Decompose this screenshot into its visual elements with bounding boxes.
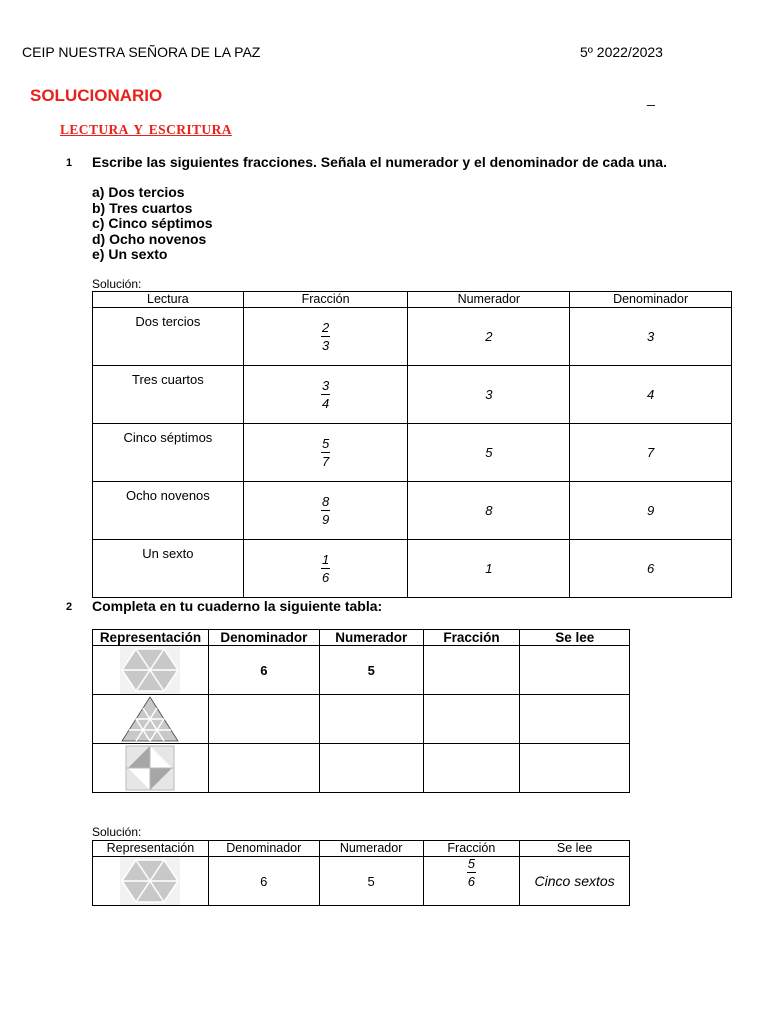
header-numerador: Numerador [408,292,570,308]
solution-label-1: Solución: [92,277,142,291]
denominator-cell: 6 [208,857,319,906]
header-denominador: Denominador [570,292,732,308]
table-row [93,540,732,598]
denominator-cell: 6 [570,540,732,598]
numerator-cell: 3 [408,366,570,424]
table-row [93,366,732,424]
option-c: c) Cinco séptimos [92,215,213,231]
section-subtitle: LECTURA Y ESCRITURA [60,122,232,137]
header-representacion: Representación [93,630,209,646]
solution-label-2: Solución: [92,825,142,839]
course-year: 5º 2022/2023 [580,44,663,60]
header-se-lee: Se lee [520,630,630,646]
fraction: $\frac{1}{6}$ [321,551,330,585]
question-2-number: 2 [66,601,73,613]
fraction-cell [423,744,520,793]
reading-cell: Cinco sextos [520,857,630,906]
header-fraccion: Fracción [423,841,520,857]
page-title: SOLUCIONARIO [30,86,163,105]
denominator-cell: 4 [570,366,732,424]
numerator-cell [319,695,423,744]
numerator-cell: 5 [319,857,423,906]
denominator-cell: 3 [570,308,732,366]
table-row [93,857,630,906]
table-row [93,482,732,540]
reading-cell [520,646,630,695]
fraction: $\frac{5}{6}$ [467,856,475,889]
solution-table [92,840,630,906]
numerator-cell: 5 [408,424,570,482]
question-1-options [92,185,213,263]
fraction-cell [243,366,408,424]
numerator-cell: 8 [408,482,570,540]
header-denominador: Denominador [208,630,319,646]
table-row [93,646,630,695]
fraction-cell [243,482,408,540]
fraction-cell [243,424,408,482]
representation-table [92,629,630,793]
table-row [93,308,732,366]
square-shape [124,744,176,792]
fraction: $\frac{2}{3}$ [321,319,330,353]
reading-cell: Tres cuartos [93,366,244,424]
fraction-cell [423,646,520,695]
fraction: $\frac{3}{4}$ [321,377,330,411]
representation-cell [93,857,209,906]
table-header-row [93,630,630,646]
fractions-table [92,291,732,598]
numerator-cell: 1 [408,540,570,598]
denominator-cell: 6 [208,646,319,695]
denominator-cell [208,695,319,744]
table-header-row [93,841,630,857]
dash-mark: _ [647,90,655,106]
reading-cell [520,744,630,793]
reading-cell: Ocho novenos [93,482,244,540]
header-numerador: Numerador [319,841,423,857]
numerator-cell [319,744,423,793]
header-representacion: Representación [93,841,209,857]
table-header-row [93,292,732,308]
denominator-cell: 9 [570,482,732,540]
header-denominador: Denominador [208,841,319,857]
hexagon-shape [120,857,180,905]
option-d: d) Ocho novenos [92,230,207,247]
question-1-text: Escribe las siguientes fracciones. Señala el numerador y el denominador de cada una. [92,154,667,170]
hexagon-shape [120,646,180,694]
fraction-cell [243,540,408,598]
option-b: b) Tres cuartos [92,199,193,216]
fraction: $\frac{5}{7}$ [321,435,330,469]
fraction: $\frac{8}{9}$ [321,493,330,527]
header-fraccion: Fracción [243,292,408,308]
question-2-text: Completa en tu cuaderno la siguiente tabla: [92,598,383,614]
numerator-cell: 2 [408,308,570,366]
denominator-cell [208,744,319,793]
option-a: a) Dos tercios [92,184,185,200]
header-lectura: Lectura [93,292,244,308]
representation-cell [93,695,209,744]
fraction-cell [243,308,408,366]
reading-cell: Cinco séptimos [93,424,244,482]
fraction-cell [423,857,520,906]
representation-cell [93,744,209,793]
header-se-lee: Se lee [520,841,630,857]
header-fraccion: Fracción [423,630,520,646]
fraction-cell [423,695,520,744]
question-1-number: 1 [66,157,73,169]
option-e: e) Un sexto [92,246,168,262]
header-numerador: Numerador [319,630,423,646]
numerator-cell: 5 [319,646,423,695]
reading-cell: Dos tercios [93,308,244,366]
representation-cell [93,646,209,695]
table-row [93,744,630,793]
school-name: CEIP NUESTRA SEÑORA DE LA PAZ [22,44,261,60]
reading-cell: Un sexto [93,540,244,598]
table-row [93,695,630,744]
reading-cell [520,695,630,744]
denominator-cell: 7 [570,424,732,482]
triangle-shape [120,695,180,743]
table-row [93,424,732,482]
